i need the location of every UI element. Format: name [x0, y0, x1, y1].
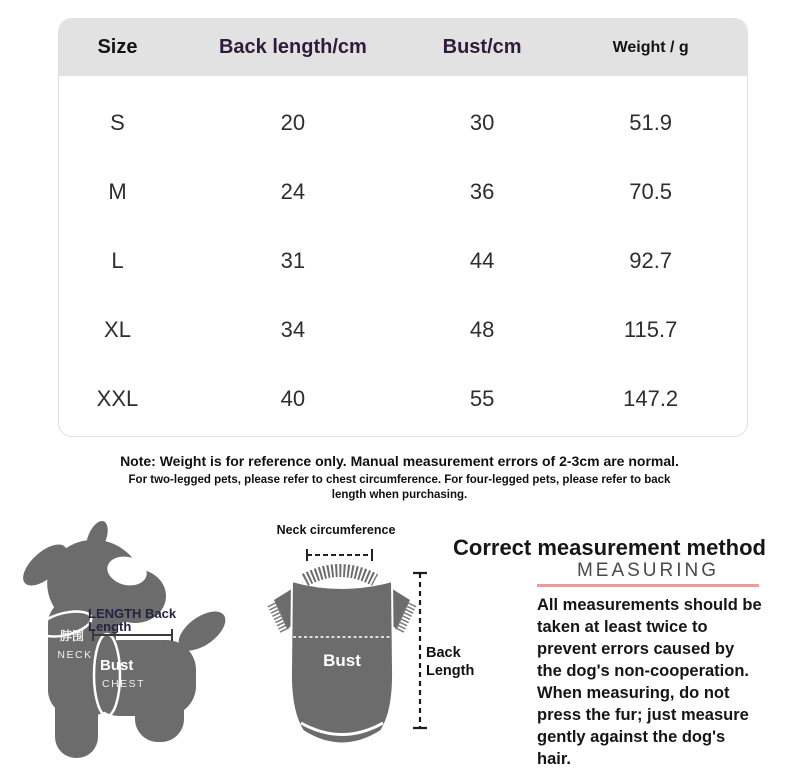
guide-body-text: All measurements should be taken at least twice to prevent errors caused by the dog's non-cooperation. When measuring, do not press the fur; just measure gently against the dog's hair.: [537, 596, 762, 768]
notes-section: [0, 453, 799, 503]
dog-neck-label-cn: 脖围: [59, 629, 85, 643]
cell-bust: 48: [469, 316, 495, 342]
shirt-back-label-line2: Length: [426, 663, 475, 679]
dog-front-leg: [55, 648, 98, 758]
table-header-row: [59, 19, 747, 76]
table-row-xxl: [59, 364, 747, 433]
pink-underline: [537, 584, 759, 587]
shirt-collar-rib: [305, 571, 375, 581]
shirt-bust-label: Bust: [323, 651, 361, 670]
cell-size: S: [110, 109, 125, 135]
note-primary: Note: Weight is for reference only. Manual measurement errors of 2-3cm are normal.: [120, 453, 679, 469]
table-row-l: [59, 226, 747, 295]
guide-subtitle: MEASURING: [576, 560, 720, 581]
column-header-weight: Weight / g: [612, 38, 689, 56]
guide-subtitle-block: [537, 560, 759, 587]
guide-title: Correct measurement method: [453, 535, 766, 560]
dog-illustration: [15, 512, 250, 767]
dog-bust-label: Bust: [100, 657, 134, 674]
column-header-back-length: Back length/cm: [218, 36, 367, 58]
cell-weight: 147.2: [623, 385, 679, 411]
cell-back-length: 20: [280, 109, 306, 135]
table-row-xl: [59, 295, 747, 364]
dog-rear-leg: [135, 658, 184, 742]
note-secondary: For two-legged pets, please refer to chest circumference. For four-legged pets, please refer to back length when purchasing.: [128, 474, 671, 501]
cell-back-length: 34: [280, 316, 306, 342]
back-length-ticks: [413, 573, 427, 728]
cell-bust: 44: [469, 247, 495, 273]
cell-weight: 92.7: [629, 247, 673, 273]
cell-size: XXL: [96, 385, 139, 411]
cell-weight: 51.9: [629, 109, 673, 135]
cell-size: XL: [104, 316, 131, 342]
cell-bust: 30: [469, 109, 495, 135]
cell-size: M: [108, 178, 127, 204]
neck-circumference-label: Neck circumference: [276, 523, 396, 537]
dog-neck-label: NECK: [57, 649, 93, 661]
cell-weight: 115.7: [623, 316, 678, 342]
cell-weight: 70.5: [629, 178, 673, 204]
dog-silhouette: [16, 518, 232, 758]
table-body: [59, 76, 747, 433]
cell-back-length: 31: [280, 247, 306, 273]
column-header-size: Size: [97, 36, 138, 58]
shirt-illustration: [255, 519, 475, 769]
cell-bust: 36: [469, 178, 495, 204]
cell-back-length: 24: [280, 178, 306, 204]
shirt-back-label-line1: Back: [426, 645, 461, 661]
cell-back-length: 40: [280, 385, 306, 411]
measurement-guide: [453, 536, 765, 770]
cell-bust: 55: [469, 385, 495, 411]
table-row-s: [59, 88, 747, 157]
cell-size: L: [111, 247, 124, 273]
table-row-m: [59, 157, 747, 226]
size-chart-table: [58, 18, 748, 437]
dog-chest-label: CHEST: [102, 678, 146, 690]
column-header-bust: Bust/cm: [442, 36, 522, 58]
dog-back-length-label-line1: LENGTH Back: [88, 606, 177, 621]
dog-back-length-label-line2: Length: [88, 619, 132, 634]
